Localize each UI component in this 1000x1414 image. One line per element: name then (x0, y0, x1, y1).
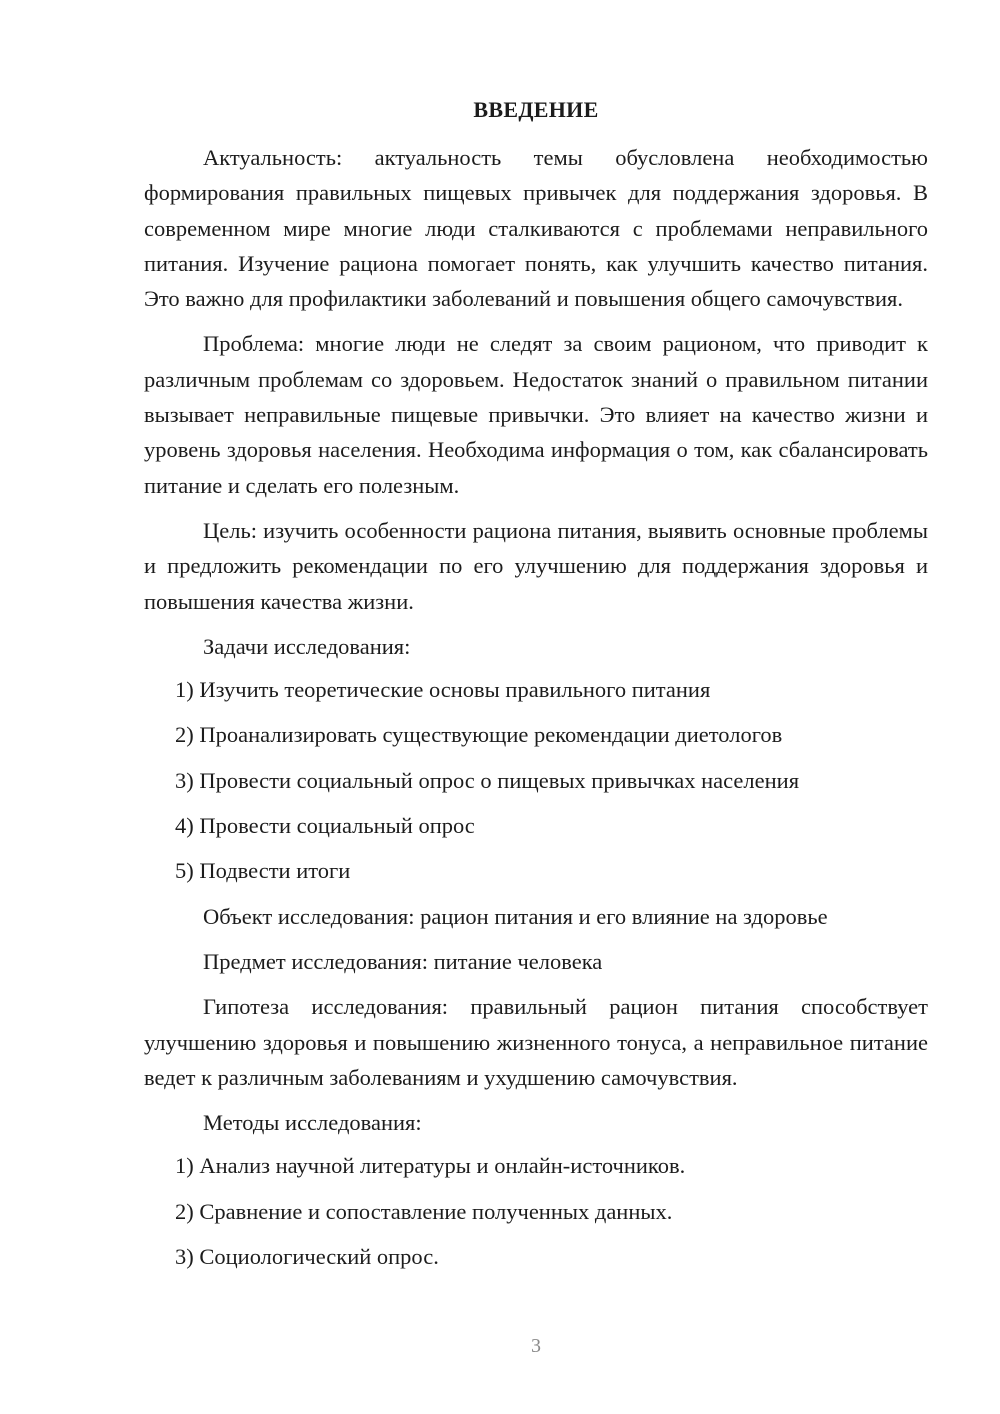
tasks-list (144, 672, 928, 888)
list-item: 2) Сравнение и сопоставление полученных данных. (175, 1198, 673, 1224)
document-page (144, 92, 928, 1274)
subject-paragraph: Предмет исследования: питание человека (203, 948, 603, 974)
problem-paragraph: Проблема: многие люди не следят за своим рационом, что приводит к различным проблемам со здоровьем. Недостаток знаний о правильном питании вызывает неправильные пищевые привычки. Это влияет на качество жизни и уровень здоровья населения. Необходима информация о том, как сбалансировать питание и сделать его полезным. (144, 331, 928, 498)
list-item: 1) Анализ научной литературы и онлайн-источников. (175, 1153, 686, 1179)
list-item: 3) Социологический опрос. (175, 1244, 439, 1270)
hypothesis-paragraph: Гипотеза исследования: правильный рацион питания способствует улучшению здоровья и повышению жизненного тонуса, а неправильное питание ведет к различным заболеваниям и ухудшению самочувствия. (144, 994, 928, 1090)
methods-list (144, 1148, 928, 1274)
list-item: 3) Провести социальный опрос о пищевых привычках населения (175, 767, 800, 793)
list-item: 4) Провести социальный опрос (175, 813, 475, 839)
list-item: 2) Проанализировать существующие рекомендации диетологов (175, 722, 783, 748)
list-item: 5) Подвести итоги (175, 858, 351, 884)
goal-paragraph: Цель: изучить особенности рациона питания, выявить основные проблемы и предложить рекомендации по его улучшению для поддержания здоровья и повышения качества жизни. (144, 517, 928, 614)
tasks-heading: Задачи исследования: (203, 633, 411, 659)
methods-heading: Методы исследования: (203, 1110, 422, 1136)
page-title: ВВЕДЕНИЕ (473, 97, 599, 122)
list-item: 1) Изучить теоретические основы правильного питания (175, 677, 711, 703)
relevance-paragraph: Актуальность: актуальность темы обусловлена необходимостью формирования правильных пищевых привычек для поддержания здоровья. В современном мире многие люди сталкиваются с проблемами неправильного питания. Изучение рациона помогает понять, как улучшить качество питания. Это важно для профилактики заболеваний и повышения общего самочувствия. (144, 145, 928, 312)
object-paragraph: Объект исследования: рацион питания и его влияние на здоровье (203, 903, 828, 929)
page-number: 3 (531, 1335, 541, 1357)
